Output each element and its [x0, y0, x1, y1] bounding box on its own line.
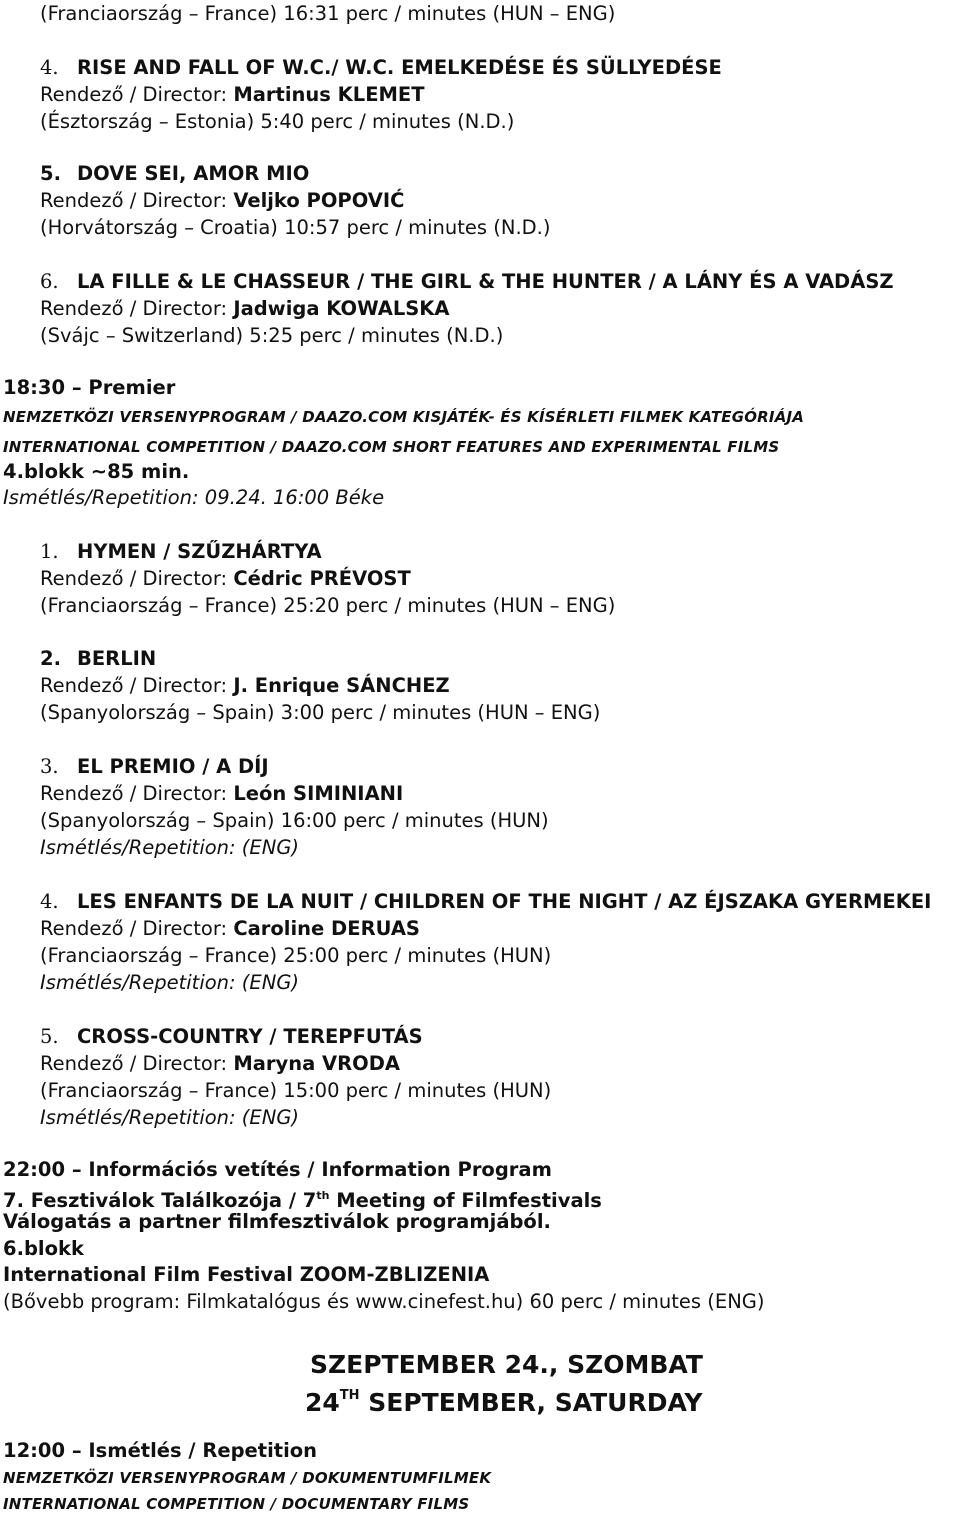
date-text: SEPTEMBER, SATURDAY	[359, 1388, 703, 1417]
film-title-b2	[40, 646, 156, 672]
program-category-hu: NEMZETKÖZI VERSENYPROGRAM / DAAZO.COM KISJÁTÉK- ÉS KÍSÉRLETI FILMEK KATEGÓRIÁJA	[3, 408, 805, 426]
film-title-b4	[40, 889, 931, 915]
film-director-line	[40, 566, 411, 592]
ordinal-suffix: th	[316, 1189, 330, 1202]
director-label: Rendező / Director:	[40, 83, 228, 106]
program-details: (Bővebb program: Filmkatalógus és www.cinefest.hu) 60 perc / minutes (ENG)	[3, 1290, 765, 1313]
director-label: Rendező / Director:	[40, 674, 228, 697]
time-heading: 18:30 – Premier	[3, 376, 176, 399]
time-heading: 22:00 – Információs vetítés / Information Program	[3, 1158, 552, 1181]
film-director-line	[40, 82, 425, 108]
film-title-a5	[40, 161, 309, 187]
festival-name: International Film Festival ZOOM-ZBLIZENIA	[3, 1263, 490, 1286]
film-title-b5	[40, 1024, 423, 1050]
repetition-note: Ismétlés/Repetition: 09.24. 16:00 Béke	[3, 486, 385, 509]
film-title: RISE AND FALL OF W.C./ W.C. EMELKEDÉSE ÉS SÜLLYEDÉSE	[77, 56, 722, 79]
film-number: 1.	[40, 540, 59, 563]
time-heading: 12:00 – Ismétlés / Repetition	[3, 1439, 318, 1462]
film-number: 2.	[40, 647, 61, 670]
film-info: (Spanyolország – Spain) 16:00 perc / minutes (HUN)	[40, 809, 549, 832]
director-name: Veljko POPOVIĆ	[233, 189, 405, 212]
film-director-line	[40, 673, 450, 699]
film-number: 6.	[40, 270, 59, 293]
film-number: 5.	[40, 162, 61, 185]
director-name: Martinus KLEMET	[233, 83, 425, 106]
ordinal-suffix: TH	[339, 1388, 360, 1403]
blokk-label: 6.blokk	[3, 1237, 84, 1260]
program-category-en: INTERNATIONAL COMPETITION / DOCUMENTARY FILMS	[3, 1495, 470, 1513]
director-name: Jadwiga KOWALSKA	[233, 297, 450, 320]
repetition-note: Ismétlés/Repetition: (ENG)	[40, 1106, 300, 1129]
film-info: (Észtország – Estonia) 5:40 perc / minutes (N.D.)	[40, 110, 515, 133]
film-info: (Franciaország – France) 16:31 perc / minutes (HUN – ENG)	[40, 2, 616, 25]
film-title: LA FILLE & LE CHASSEUR / THE GIRL & THE HUNTER / A LÁNY ÉS A VADÁSZ	[77, 270, 894, 293]
film-director-line	[40, 916, 420, 942]
film-director-line	[40, 1051, 400, 1077]
program-category-en: INTERNATIONAL COMPETITION / DAAZO.COM SHORT FEATURES AND EXPERIMENTAL FILMS	[3, 438, 780, 456]
film-director-line	[40, 296, 450, 322]
date-heading-en	[305, 1381, 703, 1418]
film-number: 4.	[40, 890, 59, 913]
director-name: Cédric PRÉVOST	[233, 567, 411, 590]
film-director-line	[40, 188, 404, 214]
director-label: Rendező / Director:	[40, 782, 228, 805]
blokk-label: 4.blokk ~85 min.	[3, 460, 190, 483]
film-title: CROSS-COUNTRY / TEREPFUTÁS	[77, 1025, 423, 1048]
director-label: Rendező / Director:	[40, 1052, 228, 1075]
director-name: Maryna VRODA	[233, 1052, 400, 1075]
meeting-text-rest: Meeting of Filmfestivals	[329, 1189, 602, 1212]
film-number: 5.	[40, 1025, 59, 1048]
director-name: León SIMINIANI	[233, 782, 404, 805]
film-info: (Franciaország – France) 25:20 perc / minutes (HUN – ENG)	[40, 594, 616, 617]
film-info: (Spanyolország – Spain) 3:00 perc / minutes (HUN – ENG)	[40, 701, 601, 724]
film-title: BERLIN	[77, 647, 157, 670]
program-category-hu: NEMZETKÖZI VERSENYPROGRAM / DOKUMENTUMFILMEK	[3, 1469, 492, 1487]
repetition-note: Ismétlés/Repetition: (ENG)	[40, 971, 300, 994]
director-name: Caroline DERUAS	[233, 917, 420, 940]
selection-note: Válogatás a partner filmfesztiválok programjából.	[3, 1210, 551, 1233]
film-info: (Franciaország – France) 25:00 perc / minutes (HUN)	[40, 944, 552, 967]
director-label: Rendező / Director:	[40, 917, 228, 940]
director-label: Rendező / Director:	[40, 297, 228, 320]
director-name: J. Enrique SÁNCHEZ	[233, 674, 450, 697]
film-title: HYMEN / SZŰZHÁRTYA	[77, 540, 322, 563]
film-title-a4	[40, 55, 722, 81]
film-title: LES ENFANTS DE LA NUIT / CHILDREN OF THE NIGHT / AZ ÉJSZAKA GYERMEKEI	[77, 890, 932, 913]
film-info: (Horvátország – Croatia) 10:57 perc / minutes (N.D.)	[40, 216, 551, 239]
meeting-text: 7. Fesztiválok Találkozója / 7	[3, 1189, 317, 1212]
director-label: Rendező / Director:	[40, 567, 228, 590]
film-title: DOVE SEI, AMOR MIO	[77, 162, 310, 185]
film-title-b1	[40, 539, 322, 565]
film-title: EL PREMIO / A DÍJ	[77, 755, 269, 778]
repetition-note: Ismétlés/Repetition: (ENG)	[40, 836, 300, 859]
film-number: 4.	[40, 56, 59, 79]
date-day: 24	[305, 1388, 340, 1417]
date-heading-hu: SZEPTEMBER 24., SZOMBAT	[310, 1350, 703, 1379]
film-director-line	[40, 781, 403, 807]
film-info: (Svájc – Switzerland) 5:25 perc / minutes (N.D.)	[40, 324, 504, 347]
film-number: 3.	[40, 755, 59, 778]
film-info: (Franciaország – France) 15:00 perc / minutes (HUN)	[40, 1079, 552, 1102]
film-title-b3	[40, 754, 269, 780]
director-label: Rendező / Director:	[40, 189, 228, 212]
film-title-a6	[40, 269, 894, 295]
